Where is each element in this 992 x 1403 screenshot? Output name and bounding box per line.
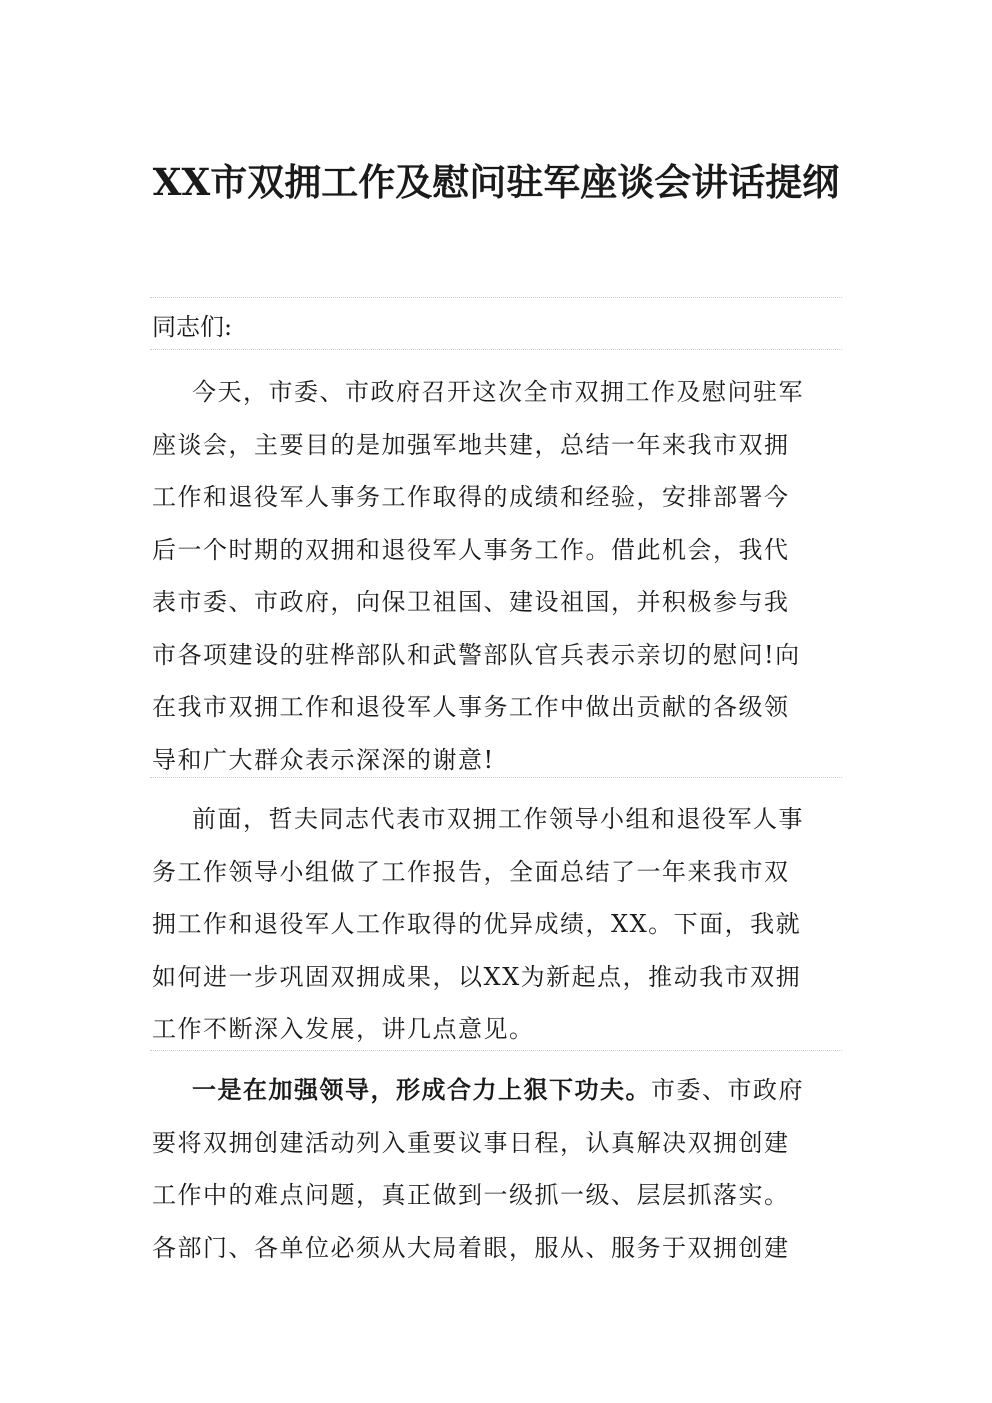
divider: [150, 297, 842, 298]
paragraph-line: 工作和退役军人事务工作取得的成绩和经验，安排部署今: [152, 483, 790, 511]
paragraph-3: [152, 1064, 842, 1274]
salutation: 同志们:: [152, 313, 233, 341]
paragraph-line: 座谈会，主要目的是加强军地共建，总结一年来我市双拥: [152, 430, 790, 459]
paragraph-line: 在我市双拥工作和退役军人事务工作中做出贡献的各级领: [152, 693, 790, 721]
document-title: XX市双拥工作及慰问驻军座谈会讲话提纲: [152, 160, 840, 204]
paragraph-line: 拥工作和退役军人工作取得的优异成绩，XX。下面，我就: [152, 910, 802, 938]
paragraph-lead-text: 市委、市政府: [651, 1076, 804, 1104]
paragraph-1: [152, 366, 842, 786]
divider: [150, 349, 842, 350]
paragraph-line: 要将双拥创建活动列入重要议事日程，认真解决双拥创建: [152, 1128, 790, 1157]
paragraph-line: 导和广大群众表示深深的谢意!: [152, 745, 495, 774]
paragraph-2: [152, 793, 842, 1056]
paragraph-line: 工作中的难点问题，真正做到一级抓一级、层层抓落实。: [152, 1181, 790, 1209]
paragraph-lead-heading: 一是在加强领导，形成合力上狠下功夫。: [192, 1075, 651, 1104]
paragraph-line: 表市委、市政府，向保卫祖国、建设祖国，并积极参与我: [152, 588, 790, 616]
paragraph-line: 工作不断深入发展，讲几点意见。: [152, 1015, 535, 1043]
paragraph-first-line: [152, 1064, 842, 1117]
divider: [150, 1050, 842, 1051]
paragraph-line: 市各项建设的驻桦部队和武警部队官兵表示亲切的慰问!向: [152, 640, 801, 669]
paragraph-line: 后一个时期的双拥和退役军人事务工作。借此机会，我代: [152, 535, 790, 564]
paragraph-line: 如何进一步巩固双拥成果，以XX为新起点，推动我市双拥: [152, 962, 802, 991]
paragraph-line: 务工作领导小组做了工作报告，全面总结了一年来我市双: [152, 857, 790, 886]
paragraph-line: 前面，哲夫同志代表市双拥工作领导小组和退役军人事: [192, 805, 804, 833]
paragraph-line: 各部门、各单位必须从大局着眼，服从、服务于双拥创建: [152, 1233, 790, 1262]
paragraph-line: 今天，市委、市政府召开这次全市双拥工作及慰问驻军: [192, 378, 804, 406]
divider: [150, 777, 842, 778]
